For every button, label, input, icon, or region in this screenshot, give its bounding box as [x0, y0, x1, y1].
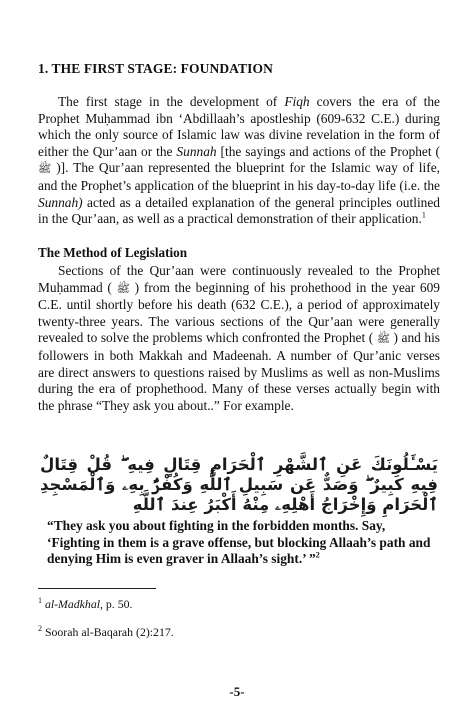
salutation-glyph: ﷺ	[116, 281, 130, 295]
term-fiqh: Fiqh	[284, 94, 310, 109]
footnote-text: p. 50.	[102, 597, 133, 611]
subheading: The Method of Legislation	[38, 245, 188, 260]
page-number: -5-	[229, 684, 245, 699]
text-run: Sections of the Qur’aan were continuously revealed to the Prophet Muḥammad (	[38, 263, 440, 295]
term-sunnah: Sunnah)	[38, 194, 83, 210]
paragraph-first-stage	[38, 94, 440, 228]
text-run: )]. The Qur’aan represented the blueprint for the Islamic way of life, and the Prophet’s application of the blueprint in his day-to-day life (i.e. the	[38, 160, 440, 193]
footnote-1	[38, 597, 132, 611]
footnote-ref[interactable]: 1	[421, 210, 426, 220]
salutation-glyph: ﷺ	[38, 162, 52, 176]
text-run: ) and his followers in both Makkah and Madeenah. A number of Qur’anic verses are direct answers to questions raised by Muslims as well as non-Muslims during the era of prophethood. Many of these verses actually begin with the phrase “They ask you about..” For example.	[38, 330, 441, 413]
section-heading: 1. THE FIRST STAGE: FOUNDATION	[38, 61, 273, 76]
footnote-number: 2	[38, 624, 42, 634]
footnote-number: 1	[38, 596, 42, 606]
footnote-divider	[38, 588, 156, 589]
footnote-ref[interactable]: 2	[315, 550, 320, 560]
footnote-2	[38, 625, 174, 639]
verse-translation	[47, 518, 439, 568]
text-run: acted as a detailed explanation of the general principles outlined in the Qur’aan, as well as a practical demonstration of their application.	[38, 194, 440, 227]
text-run: ) from the beginning of his prohethood in the year 609 C.E. until shortly before his death (632 C.E.), a period of approximately twenty-three years. The various sections of the Qur’aan were generally revealed to solve the problems which confronted the Prophet (	[38, 279, 440, 346]
arabic-verse: يَسْـَٔلُونَكَ عَنِ ٱلشَّهْرِ ٱلْحَرَامِ قِتَالٍ فِيهِ ۖ قُلْ قِتَالٌ فِيهِ كَبِيرٌ ۖ وَصَدٌّ عَن سَبِيلِ ٱللَّهِ وَكُفْرٌۢ بِهِۦ وَٱلْمَسْجِدِ ٱلْحَرَامِ وَإِخْرَاجُ أَهْلِهِۦ مِنْهُ أَكْبَرُ عِندَ ٱللَّهِ	[40, 455, 438, 514]
text-run: [the sayings and actions of the Prophet (	[216, 143, 440, 159]
text-run: covers the era of the Prophet Muḥammad ibn ‘Abdillaah’s apostleship (609-632 C.E.) during which the only source of Islamic law was divine revelation in the form of either the Qur’aan or the	[38, 94, 440, 159]
salutation-glyph: ﷺ	[376, 332, 390, 346]
quote-text: “They ask you about fighting in the forbidden months. Say, ‘Fighting in them is a grave offense, but blocking Allaah’s path and denying Him is even graver in Allaah’s sight.’ ”	[47, 518, 431, 567]
text-run: The first stage in the development of	[58, 94, 285, 109]
footnote-source: Soorah al-Baqarah (2):217.	[44, 625, 174, 639]
term-sunnah: Sunnah	[176, 143, 217, 159]
footnote-source: al-Madkhal,	[44, 597, 103, 611]
paragraph-method	[38, 263, 440, 414]
